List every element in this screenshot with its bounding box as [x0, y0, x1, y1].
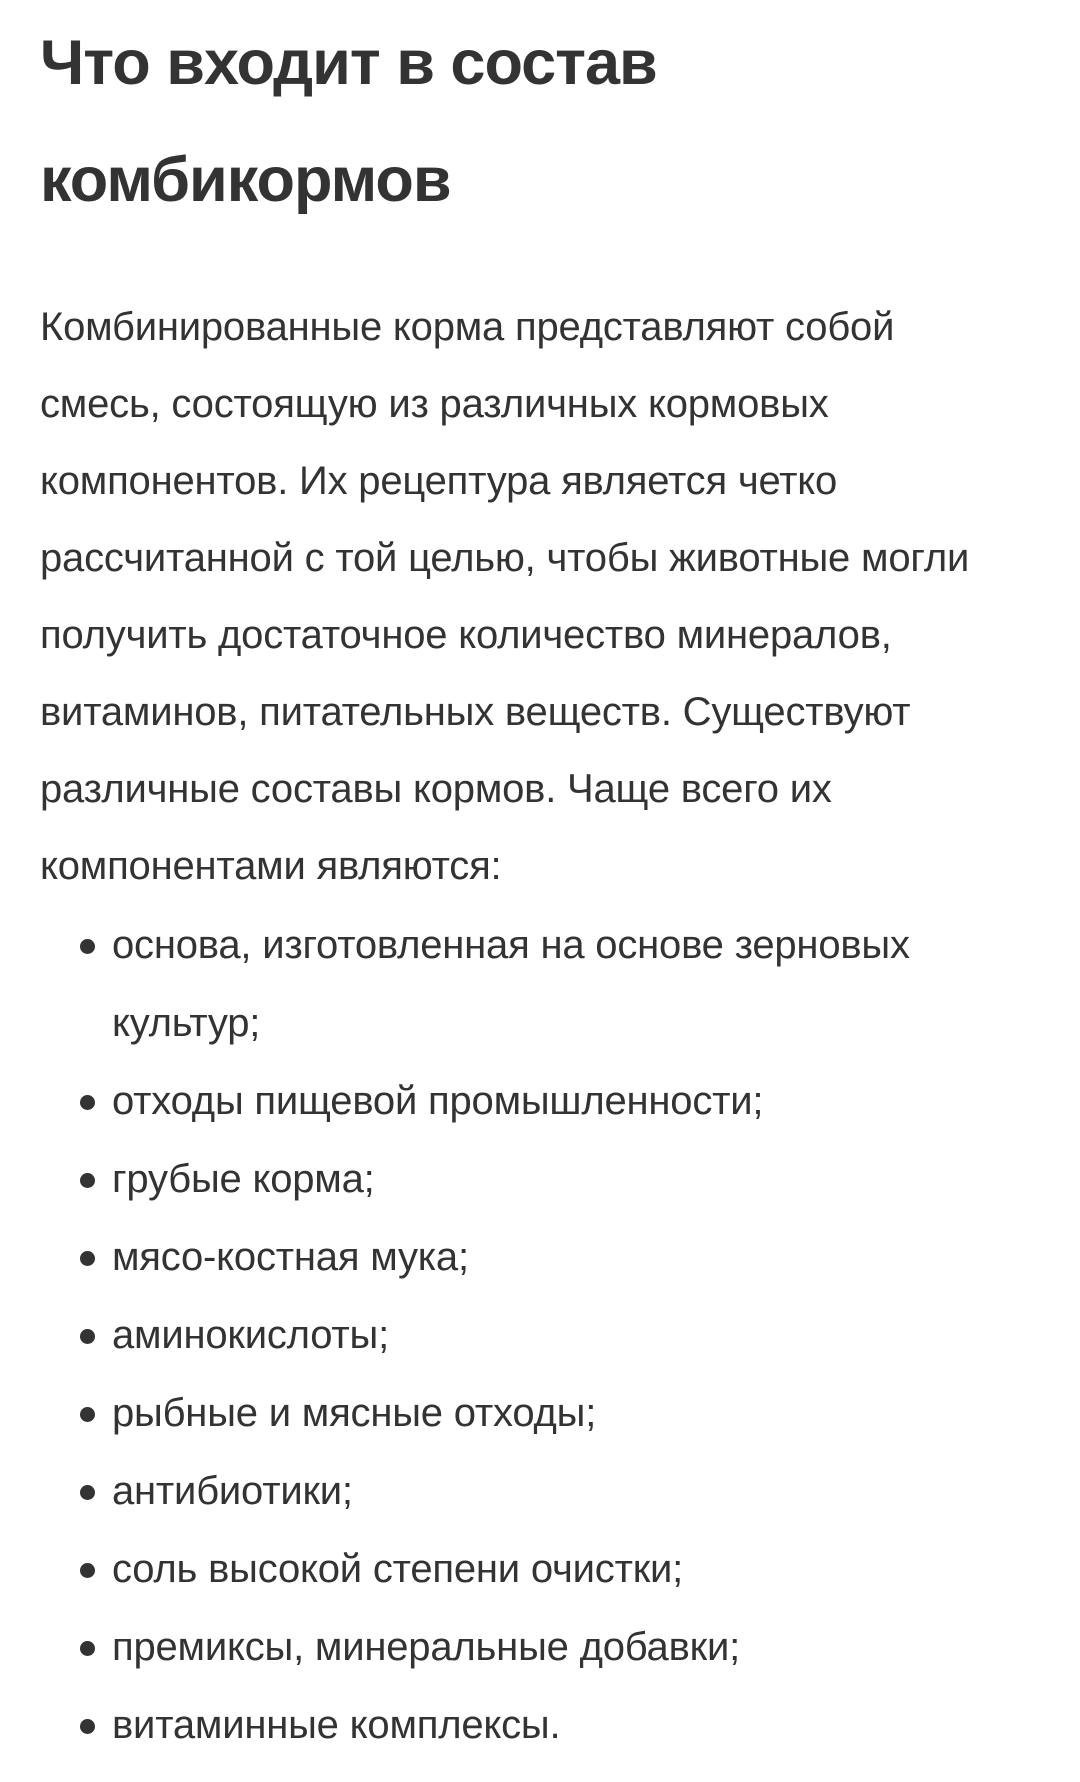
- list-item: отходы пищевой промышленности;: [112, 1062, 1000, 1140]
- components-list: [40, 906, 1000, 1764]
- list-item: соль высокой степени очистки;: [112, 1530, 1000, 1608]
- list-item: премиксы, минеральные добавки;: [112, 1608, 1000, 1686]
- list-item: мясо-костная мука;: [112, 1218, 1000, 1296]
- article-title: Что входит в состав комбикормов: [40, 28, 657, 215]
- list-item: рыбные и мясные отходы;: [112, 1374, 1000, 1452]
- list-item: аминокислоты;: [112, 1296, 1000, 1374]
- list-item: антибиотики;: [112, 1452, 1000, 1530]
- list-item: грубые корма;: [112, 1140, 1000, 1218]
- list-item: основа, изготовленная на основе зерновых культур;: [112, 906, 1000, 1062]
- intro-paragraph: Комбинированные корма представляют собой смесь, состоящую из различных кормовых компонентов. Их рецептура является четко рассчитанной с той целью, чтобы животные могли получить достаточное количество минералов, витаминов, питательных веществ. Существуют различные составы кормов. Чаще всего их компонентами являются:: [40, 305, 970, 888]
- list-item: витаминные комплексы.: [112, 1686, 1000, 1764]
